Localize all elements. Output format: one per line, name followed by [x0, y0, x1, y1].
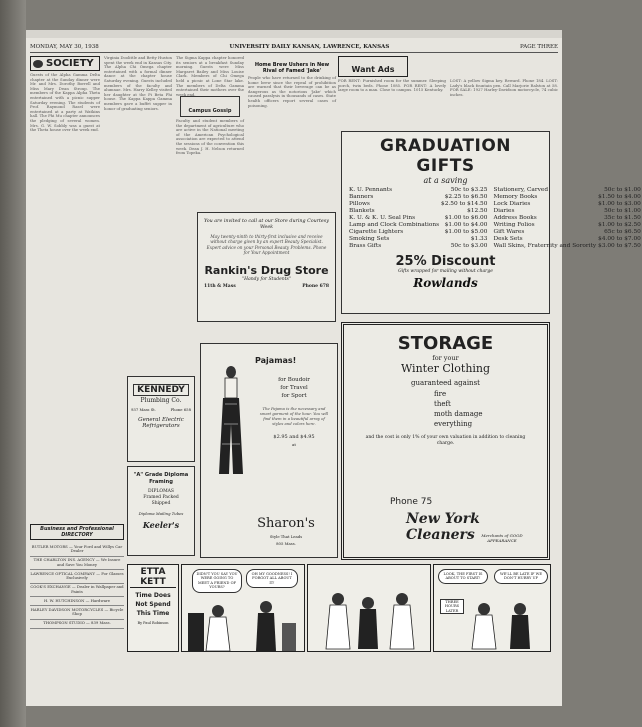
grad-store-name: Rowlands	[413, 276, 478, 290]
storage-line3: guaranteed against	[411, 379, 480, 387]
grad-left-item-name: K. U. Pennants	[349, 187, 393, 193]
diploma-framing-ad	[127, 466, 195, 556]
comic-characters-2	[308, 565, 432, 651]
grad-left-item-name: Smoking Sets	[349, 236, 390, 242]
comic-title-panel	[127, 564, 179, 652]
grad-left-row	[348, 215, 488, 222]
comic-characters-3	[434, 565, 552, 651]
grad-left-row	[348, 201, 488, 208]
business-directory	[30, 524, 124, 684]
news-column-4	[248, 56, 336, 166]
rankin-invite: You are invited to call at our Store during Courtesy Week	[204, 219, 329, 230]
pajama-model-illustration	[213, 364, 249, 484]
grad-right-item-name: Wall Skins, Fraternity and Sorority	[493, 243, 597, 249]
storage-ad	[341, 322, 550, 560]
comic-balloon-2: OH MY GOODNESS! I FORGOT ALL ABOUT IT!	[246, 569, 298, 588]
grad-left-item-price: 50c to $3.00	[450, 243, 488, 249]
diploma-title: "A" Grade Diploma Framing	[133, 472, 189, 485]
col4-body: People who have returned to the drinking of home brew since the repeal of prohibition are warned that their beverage can be as dangerous as the notorious 'Jake' which caused paralysis in thousands of cases. State health officers report several cases of poisoning.	[248, 75, 336, 108]
storage-cost: and the cost is only 1% of your own valuation in addition to cleaning charge.	[365, 435, 526, 446]
grad-left-item-name: Cigarette Lighters	[349, 229, 404, 235]
society-heading: SOCIETY	[30, 56, 100, 71]
society-logo-icon	[32, 59, 44, 69]
grad-left-table	[348, 187, 488, 250]
grad-left-item-name: K. U. & K. U. Seal Pins	[349, 215, 416, 221]
grad-right-item-name: Address Books	[493, 215, 537, 221]
rankin-drug-ad	[197, 212, 336, 322]
directory-heading: Business and Professional DIRECTORY	[30, 524, 124, 540]
grad-left-item-price: $2.50 to $14.50	[441, 201, 488, 207]
grad-right-item-price: $1.00 to $3.00	[598, 201, 641, 207]
grad-right-item-price: $4.00 to $7.00	[598, 236, 641, 242]
directory-entry: BUTLER MOTORS — Your Ford and Willys Car Dealer	[30, 543, 124, 557]
grad-right-item-price: 50c to $1.00	[604, 208, 641, 214]
sharon-line-2: for Travel	[280, 385, 308, 391]
storage-item-1: fire	[434, 390, 447, 398]
grad-left-item-name: Brass Gifts	[349, 243, 382, 249]
grad-left-item-name: Banners	[349, 194, 374, 200]
newspaper-page	[26, 38, 641, 706]
grad-left-item-price: 50c to $3.25	[450, 187, 488, 193]
directory-entry: H. W. HUTCHINSON — Hardware	[30, 597, 124, 606]
want-ads-heading: Want Ads	[338, 56, 408, 77]
grad-right-row	[492, 215, 641, 222]
kennedy-plumbing-ad	[127, 376, 195, 462]
grad-right-item-name: Writing Folios	[493, 222, 535, 228]
kennedy-address: 937 Mass St.	[131, 407, 157, 412]
sharon-tag: Style That Leads	[269, 534, 303, 539]
campus-gossip-heading: Campus Gossip	[180, 96, 240, 117]
masthead-page: PAGE THREE	[520, 44, 558, 50]
comic-strip	[127, 564, 551, 656]
storage-title: STORAGE	[397, 333, 494, 354]
grad-left-row	[348, 194, 488, 201]
grad-left-item-name: Blankets	[349, 208, 375, 214]
grad-right-item-name: Diaries	[493, 208, 515, 214]
grad-right-row	[492, 236, 641, 243]
directory-entry: HARLEY DAVIDSON MOTORCYCLES — Bicycle Shop	[30, 606, 124, 620]
sharon-desc: The Pajama is the necessary and smart garment of the hour. You will find them in a beautiful array of styles and colors here.	[259, 406, 329, 426]
grad-right-item-name: Gift Wares	[493, 229, 525, 235]
news-column-2	[104, 56, 172, 418]
storage-line2: Winter Clothing	[400, 362, 491, 375]
grad-left-row	[348, 229, 488, 236]
col2-body: Virginia Doolittle and Betty Huston spent the week end in Kansas City. The Alpha Chi Omega chapter entertained with a formal dinner dance at the chapter house Saturday evening. Guests included members of the faculty and alumnae. Mrs. Harry Kelley visited her daughter at the Pi Beta Phi house. The Kappa Kappa Gamma members gave a buffet supper in honor of graduating seniors.	[104, 55, 172, 111]
kennedy-line2: Refrigerators	[142, 423, 180, 429]
storage-tag: Merchants of GOOD APPEARANCE	[481, 533, 523, 543]
storage-item-4: everything	[434, 420, 473, 428]
directory-entry: THE CHARLTON INS. AGENCY — We Insure and Save You Money	[30, 557, 124, 571]
sharon-name: Sharon's	[257, 516, 315, 531]
diploma-note: Diploma Mailing Tubes	[138, 511, 184, 516]
sharon-line-1: for Boudoir	[278, 377, 310, 383]
grad-left-row	[348, 222, 488, 229]
society-column	[30, 56, 100, 418]
diploma-body: DIPLOMAS Framed Packed Shipped	[143, 489, 179, 506]
grad-right-item-name: Desk Sets	[493, 236, 523, 242]
directory-list	[30, 543, 124, 629]
grad-right-item-name: Memory Books	[493, 194, 538, 200]
grad-left-row	[348, 236, 488, 243]
grad-right-row	[492, 222, 641, 229]
want-ads-right: LOST: A yellow Sigma key. Reward. Phone 184. LOST: Lady's black fountain pen. Call Marjorie Ralston at 58. FOR SALE: 1927 Harley-Davidson motorcycle, 74 cubic inches.	[450, 78, 558, 97]
grad-right-row	[492, 229, 641, 236]
grad-left-item-price: $1.33	[470, 236, 488, 242]
grad-left-item-price: $2.25 to $6.50	[444, 194, 488, 200]
grad-title: GRADUATION GIFTS	[379, 136, 512, 176]
grad-right-row	[492, 194, 641, 201]
kennedy-phone: Phone 658	[170, 407, 191, 412]
grad-right-item-price: $1.50 to $4.00	[598, 194, 641, 200]
rankin-body: May twenty-ninth to thirty-first inclusive and receive without charge given by an expert Beauty Specialist. Expert advice on your Personal Beauty Problems. Phone for Your Appointment	[206, 234, 327, 256]
directory-entry: LAWRENCE OPTICAL COMPANY — For Glasses Exclusively	[30, 570, 124, 584]
grad-right-item-price: 65c to $6.50	[604, 229, 641, 235]
grad-left-item-name: Pillows	[349, 201, 370, 207]
grad-discount: 25% Discount	[395, 254, 496, 269]
comic-author: By Paul Robinson	[137, 621, 169, 625]
storage-list	[434, 389, 539, 429]
comic-sign: THREE HOURS LATER	[440, 599, 464, 614]
grad-left-item-price: $1.00 to $5.00	[444, 229, 488, 235]
kennedy-name: KENNEDY	[133, 384, 189, 396]
grad-left-item-price: $12.50	[467, 208, 488, 214]
rankin-name: Rankin's Drug Store	[204, 263, 329, 277]
sharon-price: $2.95 and $4.95	[273, 434, 315, 440]
grad-discount-note: Gifts wrapped for mailing without charge	[398, 269, 493, 274]
comic-characters-1	[182, 593, 306, 653]
page-top-edge	[26, 30, 562, 38]
grad-subtitle: at a saving	[423, 176, 468, 185]
comic-panel-3	[433, 564, 551, 652]
grad-left-item-price: $1.00 to $4.00	[444, 222, 488, 228]
comic-panel-1	[181, 564, 305, 652]
storage-item-3: moth damage	[434, 410, 483, 418]
grad-left-item-price: $1.00 to $6.00	[444, 215, 488, 221]
masthead-date: MONDAY, MAY 30, 1938	[30, 44, 99, 50]
grad-right-row	[492, 187, 641, 194]
grad-right-item-price: $3.00 to $7.50	[598, 243, 641, 249]
masthead	[30, 44, 558, 53]
grad-right-row	[492, 208, 641, 215]
grad-right-item-price: 35c to $1.50	[604, 215, 641, 221]
sharon-title: Pajamas!	[255, 356, 297, 365]
sharon-address: 805 Mass.	[276, 541, 296, 546]
society-body: Guests of the Alpha Gamma Delta chapter at the Sunday dinner were Mr. and Mrs. Dorothy Borrell and Miss Mary Dean Stroup. The members of the Kappa Alpha Theta entertained with a picnic supper Saturday evening. The students of Prof. Raymond Rasel were entertained at a party at Watkins hall. The Phi Mu chapter announces the pledging of several women. Mrs. G. W. Sobbly was a guest at the Theta house over the week end.	[30, 72, 100, 133]
directory-entry: THOMPSON STUDIO — 839 Mass.	[30, 620, 124, 629]
directory-entry: COOK'S EXCHANGE — Dealer in Wallpaper and Paints	[30, 584, 124, 598]
grad-right-table	[492, 187, 641, 250]
grad-left-row	[348, 208, 488, 215]
grad-left-row	[348, 187, 488, 194]
rankin-phone: Phone 678	[302, 283, 329, 289]
diploma-store: Keeler's	[142, 520, 180, 530]
rankin-address: 11th & Mass	[204, 283, 236, 289]
grad-left-item-name: Lamp and Clock Combinations	[349, 222, 440, 228]
storage-line1: for your	[432, 354, 459, 362]
col3-body: The Sigma Kappa chapter honored its seniors at a breakfast Sunday morning. Guests were Miss Margaret Bailey and Miss Louise Clark. Members of Chi Omega held a picnic at Lone Star lake. The members of Delta Gamma entertained their mothers over the week end.	[176, 55, 244, 97]
graduation-gifts-ad	[341, 131, 641, 314]
campus-gossip-body: Faculty and student members of the department of agriculture who are active in the National meeting of the American Psychological association are expected to attend the sessions of the convention this week. Dean J. H. Nelson returned from Topeka.	[176, 118, 244, 156]
sharons-pajama-ad	[200, 343, 338, 558]
grad-right-row	[492, 201, 641, 208]
masthead-paper: UNIVERSITY DAILY KANSAN, LAWRENCE, KANSAS	[229, 44, 390, 50]
want-ads-left: FOR RENT: Furnished room for the summer. Sleeping porch, twin beds. Phone 1085. FOR RENT: A lovely large room to a man. Close to campus. 1015 Kentucky.	[338, 78, 446, 93]
rankin-tagline: "Handy for Students"	[242, 276, 291, 282]
sharon-at: at	[292, 442, 296, 447]
grad-right-row	[492, 243, 641, 250]
grad-right-item-price: $1.00 to $2.50	[598, 222, 641, 228]
comic-balloon-1: DIDN'T YOU SAY YOU WERE GOING TO MEET A FRIEND OF YOURS?	[192, 569, 242, 593]
page-binding	[0, 0, 26, 727]
kennedy-sub: Plumbing Co.	[140, 397, 182, 404]
kennedy-line1: General Electric	[138, 417, 184, 423]
sharon-line-3: for Sport	[281, 393, 307, 399]
comic-title: ETTA KETT	[130, 567, 176, 588]
storage-item-2: theft	[434, 400, 451, 408]
col4-heading: Home Brew Ushers in New Rival of Famed 'Jake'	[254, 62, 330, 74]
grad-left-row	[348, 243, 488, 250]
comic-side: Time Does Not Spend This Time	[135, 592, 171, 617]
grad-right-item-price: 50c to $1.00	[604, 187, 641, 193]
comic-panel-2	[307, 564, 431, 652]
want-ads	[338, 56, 558, 141]
comic-balloon-4: WE'LL BE LATE IF WE DON'T HURRY UP	[494, 569, 548, 584]
grad-right-item-name: Lock Diaries	[493, 201, 531, 207]
comic-balloon-3: LOOK, THE FIRST IS ABOUT TO START!	[438, 569, 488, 584]
storage-phone: Phone 75	[390, 497, 433, 507]
storage-cleaners-name: New York Cleaners	[406, 511, 480, 543]
grad-right-item-name: Stationery, Carved	[493, 187, 549, 193]
